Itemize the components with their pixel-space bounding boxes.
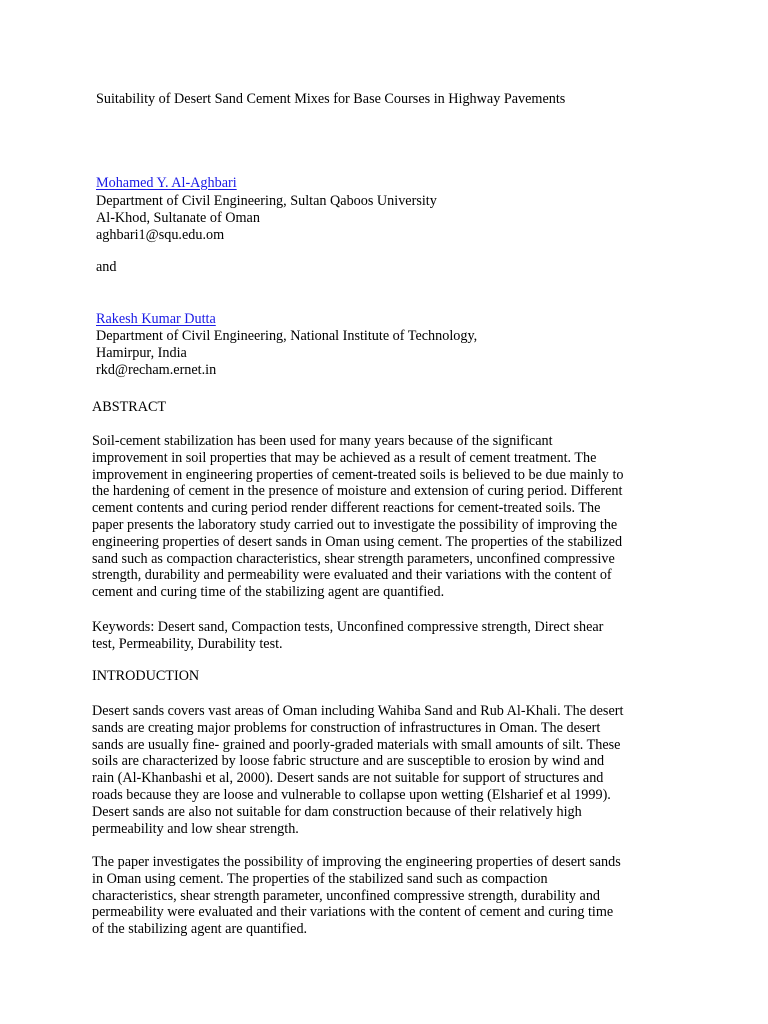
paper-title: Suitability of Desert Sand Cement Mixes for Base Courses in Highway Pavements xyxy=(96,91,566,107)
and-separator: and xyxy=(96,259,117,275)
keywords: Keywords: Desert sand, Compaction tests, Unconfined compressive strength, Direct shear test, Permeability, Durability test. xyxy=(92,619,604,652)
introduction-paragraph-2: The paper investigates the possibility of improving the engineering properties of desert sands in Oman using cement. The properties of the stabilized sand such as compaction characteristics, shear strength parameter, unconfined compressive strength, durability and permeability were evaluated and their variations with the content of cement and curing time of the stabilizing agent are quantified. xyxy=(92,854,621,938)
author-2 xyxy=(96,294,216,328)
author-2-link[interactable]: Rakesh Kumar Dutta xyxy=(96,310,216,327)
author-1 xyxy=(96,158,237,192)
introduction-paragraph-1: Desert sands covers vast areas of Oman including Wahiba Sand and Rub Al-Khali. The desert sands are creating major problems for construction of infrastructures in Oman. The desert sands are usually fine- grained and poorly-graded materials with small amounts of silt. These soils are characterized by loose fabric structure and are susceptible to erosion by wind and rain (Al-Khanbashi et al, 2000). Desert sands are not suitable for support of structures and roads because they are loose and vulnerable to collapse upon wetting (Elsharief et al 1999). Desert sands are also not suitable for dam construction because of their relatively high permeability and low shear strength. xyxy=(92,703,624,837)
author-1-link[interactable]: Mohamed Y. Al-Aghbari xyxy=(96,174,237,191)
author-1-affiliation: Department of Civil Engineering, Sultan Qaboos University Al-Khod, Sultanate of Oman aghbari1@squ.edu.om xyxy=(96,193,437,243)
abstract-text: Soil-cement stabilization has been used for many years because of the significant improvement in soil properties that may be achieved as a result of cement treatment. The improvement in engineering properties of cement-treated soils is believed to be due mainly to the hardening of cement in the presence of moisture and extension of curing period. Different cement contents and curing period render different reactions for cement-treated soils. The paper presents the laboratory study carried out to investigate the possibility of improving the engineering properties of desert sands in Oman using cement. The properties of the stabilized sand such as compaction characteristics, shear strength parameters, unconfined compressive strength, durability and permeability were evaluated and their variations with the content of cement and curing time of the stabilizing agent are quantified. xyxy=(92,433,624,601)
introduction-heading: INTRODUCTION xyxy=(92,668,200,684)
abstract-heading: ABSTRACT xyxy=(92,399,167,415)
author-2-affiliation: Department of Civil Engineering, National Institute of Technology, Hamirpur, India rkd@recham.ernet.in xyxy=(96,328,478,378)
